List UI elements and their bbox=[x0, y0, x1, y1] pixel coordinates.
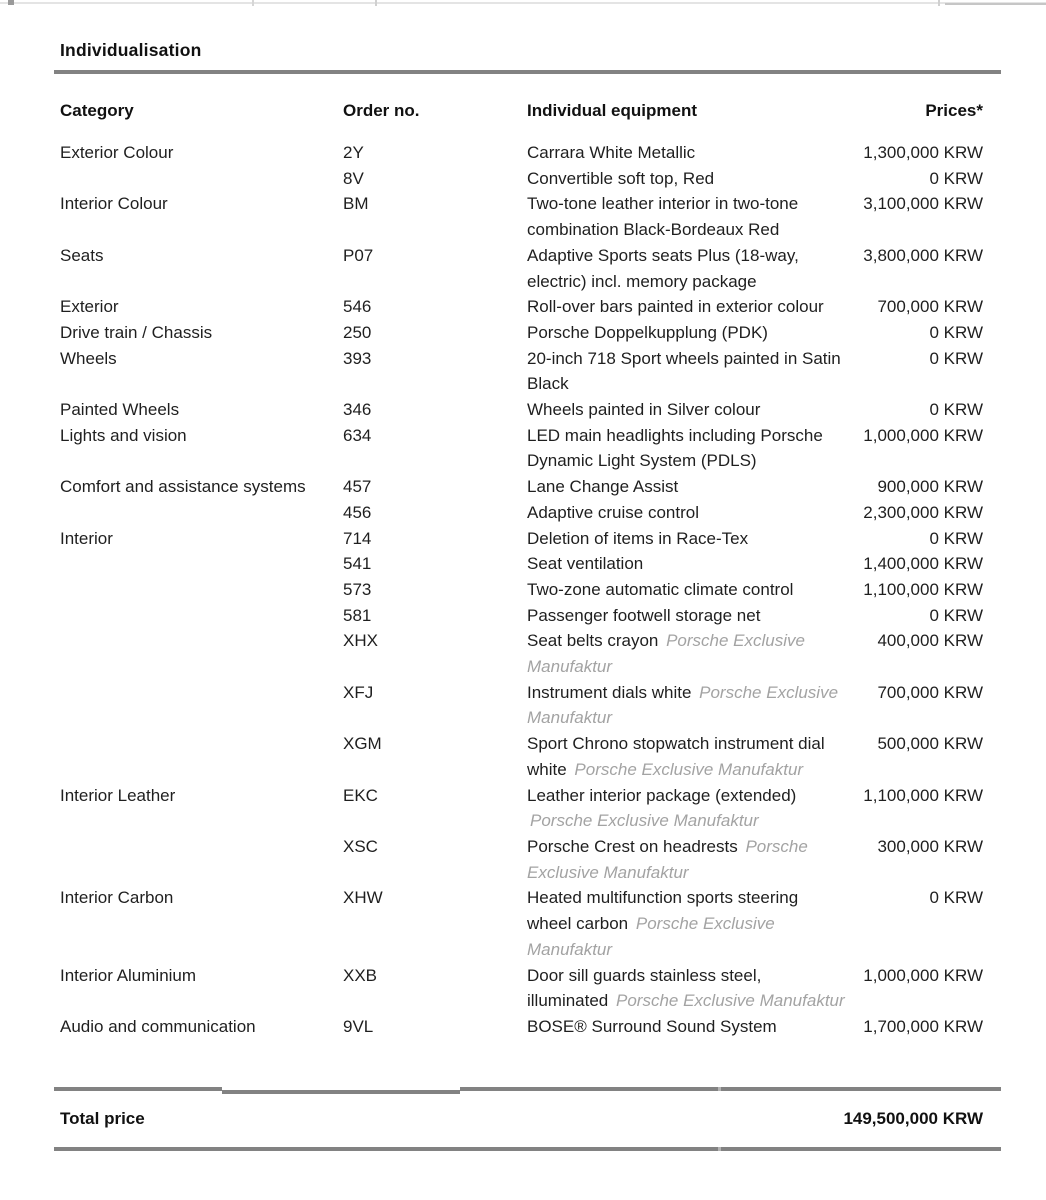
divider-segment bbox=[54, 1087, 222, 1091]
order-no-cell: 346 bbox=[343, 400, 372, 420]
table-row bbox=[60, 166, 983, 192]
category-cell: Interior Colour bbox=[60, 194, 168, 214]
window-edge-tick-b bbox=[375, 0, 377, 6]
window-edge-tick-left bbox=[8, 0, 14, 5]
price-cell: 400,000 KRW bbox=[877, 631, 983, 651]
price-cell: 3,800,000 KRW bbox=[863, 245, 983, 265]
price-cell: 0 KRW bbox=[929, 322, 983, 342]
price-cell: 1,100,000 KRW bbox=[863, 579, 983, 599]
equipment-cell bbox=[527, 577, 846, 603]
order-no-cell: XGM bbox=[343, 734, 382, 754]
divider-notch bbox=[718, 1147, 721, 1151]
equipment-cell bbox=[527, 526, 846, 552]
equipment-cell bbox=[527, 603, 846, 629]
table-row bbox=[60, 834, 983, 885]
table-row bbox=[60, 346, 983, 397]
equipment-text: LED main headlights including Porsche Dynamic Light System (PDLS) bbox=[527, 425, 823, 471]
equipment-text: Roll-over bars painted in exterior colour bbox=[527, 297, 824, 317]
equipment-text: Two-tone leather interior in two-tone combination Black-Bordeaux Red bbox=[527, 194, 799, 240]
table-row bbox=[60, 551, 983, 577]
window-edge-tick-c bbox=[938, 0, 940, 6]
equipment-cell bbox=[527, 680, 846, 731]
order-no-cell: 2Y bbox=[343, 143, 364, 162]
order-no-cell: P07 bbox=[343, 245, 374, 265]
order-no-cell: 714 bbox=[343, 528, 372, 548]
table-row bbox=[60, 140, 983, 166]
order-no-cell: 393 bbox=[343, 348, 372, 368]
price-cell: 2,300,000 KRW bbox=[863, 502, 983, 522]
table-row bbox=[60, 731, 983, 782]
equipment-cell bbox=[527, 397, 846, 423]
order-no-cell: 541 bbox=[343, 554, 372, 574]
price-cell: 300,000 KRW bbox=[877, 836, 983, 856]
price-cell: 1,700,000 KRW bbox=[863, 1016, 983, 1036]
equipment-cell bbox=[527, 963, 846, 1014]
equipment-cell bbox=[527, 1014, 846, 1040]
equipment-cell bbox=[527, 834, 846, 885]
equipment-cell bbox=[527, 320, 846, 346]
order-no-cell: XHW bbox=[343, 888, 383, 908]
total-top-divider bbox=[54, 1087, 1001, 1094]
category-cell: Audio and communication bbox=[60, 1016, 256, 1036]
table-row bbox=[60, 885, 983, 962]
total-row bbox=[60, 1106, 983, 1132]
order-no-cell: 573 bbox=[343, 579, 372, 599]
table-row bbox=[60, 628, 983, 679]
equipment-text: Sport Chrono stopwatch instrument dial white bbox=[527, 734, 825, 779]
table-row bbox=[60, 577, 983, 603]
price-cell: 1,000,000 KRW bbox=[863, 965, 983, 985]
equipment-text: Wheels painted in Silver colour bbox=[527, 400, 761, 420]
exclusive-manufaktur-note: Porsche Exclusive Manufaktur bbox=[616, 991, 845, 1011]
category-cell: Painted Wheels bbox=[60, 400, 180, 420]
table-row bbox=[60, 1014, 983, 1040]
equipment-cell bbox=[527, 628, 846, 679]
equipment-cell bbox=[527, 551, 846, 577]
equipment-text: Convertible soft top, Red bbox=[527, 168, 715, 188]
equipment-cell bbox=[527, 140, 846, 166]
category-cell bbox=[60, 577, 343, 603]
order-no-cell: 546 bbox=[343, 297, 372, 317]
table-row bbox=[60, 423, 983, 474]
category-cell bbox=[60, 603, 343, 629]
equipment-cell bbox=[527, 294, 846, 320]
order-no-cell: 456 bbox=[343, 502, 372, 522]
page-top-border bbox=[0, 2, 1046, 4]
table-row bbox=[60, 397, 983, 423]
exclusive-manufaktur-note: Porsche Exclusive Manufaktur bbox=[527, 631, 805, 677]
equipment-text: 20-inch 718 Sport wheels painted in Satin Black bbox=[527, 348, 841, 394]
equipment-cell bbox=[527, 783, 846, 834]
order-no-cell: XFJ bbox=[343, 682, 374, 702]
category-cell: Drive train / Chassis bbox=[60, 322, 213, 342]
equipment-text: Leather interior package (extended) bbox=[527, 785, 797, 805]
total-bottom-divider bbox=[54, 1147, 1001, 1151]
category-cell bbox=[60, 680, 343, 731]
total-value: 149,500,000 KRW bbox=[843, 1108, 983, 1128]
page-top-border-right-segment bbox=[945, 3, 1046, 5]
table-row bbox=[60, 963, 983, 1014]
category-cell: Seats bbox=[60, 245, 104, 265]
price-cell: 700,000 KRW bbox=[877, 682, 983, 702]
table-row bbox=[60, 603, 983, 629]
category-cell: Interior Leather bbox=[60, 785, 176, 805]
price-cell: 0 KRW bbox=[929, 400, 983, 420]
category-cell: Exterior bbox=[60, 297, 119, 317]
equipment-text: Heated multifunction sports steering wheel carbon bbox=[527, 888, 799, 934]
category-cell: Lights and vision bbox=[60, 425, 187, 445]
category-cell bbox=[60, 834, 343, 885]
equipment-text: Adaptive cruise control bbox=[527, 502, 699, 522]
equipment-text: Adaptive Sports seats Plus (18-way, electric) incl. memory package bbox=[527, 245, 799, 291]
price-cell: 1,300,000 KRW bbox=[863, 143, 983, 162]
category-cell: Interior bbox=[60, 528, 113, 548]
table-row bbox=[60, 783, 983, 834]
price-cell: 0 KRW bbox=[929, 168, 983, 188]
equipment-text: Porsche Doppelkupplung (PDK) bbox=[527, 322, 768, 342]
equipment-text: Seat belts crayon bbox=[527, 631, 659, 651]
header-category: Category bbox=[60, 101, 134, 120]
price-cell: 0 KRW bbox=[929, 888, 983, 908]
header-individual-equipment: Individual equipment bbox=[527, 101, 698, 120]
equipment-text: Seat ventilation bbox=[527, 554, 644, 574]
total-label: Total price bbox=[60, 1108, 145, 1128]
title-rule-divider bbox=[54, 70, 1001, 74]
equipment-text: Passenger footwell storage net bbox=[527, 605, 761, 625]
exclusive-manufaktur-note: Porsche Exclusive Manufaktur bbox=[527, 682, 839, 728]
table-row bbox=[60, 680, 983, 731]
order-no-cell: 9VL bbox=[343, 1016, 374, 1036]
equipment-cell bbox=[527, 885, 846, 962]
equipment-cell bbox=[527, 500, 846, 526]
table-row bbox=[60, 243, 983, 294]
equipment-cell bbox=[527, 346, 846, 397]
price-cell: 0 KRW bbox=[929, 528, 983, 548]
equipment-text: Two-zone automatic climate control bbox=[527, 579, 794, 599]
category-cell bbox=[60, 166, 343, 192]
exclusive-manufaktur-note: Porsche Exclusive Manufaktur bbox=[527, 914, 775, 959]
order-no-cell: XSC bbox=[343, 836, 378, 856]
category-cell: Comfort and assistance systems bbox=[60, 477, 306, 497]
order-no-cell: XHX bbox=[343, 631, 378, 651]
divider-segment bbox=[460, 1087, 1001, 1091]
equipment-text: Porsche Crest on headrests bbox=[527, 836, 738, 856]
equipment-cell bbox=[527, 166, 846, 192]
equipment-cell bbox=[527, 731, 846, 782]
order-no-cell: 250 bbox=[343, 322, 372, 342]
order-no-cell: 634 bbox=[343, 425, 372, 445]
category-cell: Interior Carbon bbox=[60, 888, 174, 908]
divider-segment bbox=[222, 1090, 460, 1094]
order-no-cell: 581 bbox=[343, 605, 372, 625]
table-row bbox=[60, 191, 983, 242]
equipment-cell bbox=[527, 423, 846, 474]
price-cell: 1,400,000 KRW bbox=[863, 554, 983, 574]
individualisation-table bbox=[60, 98, 983, 1040]
category-cell bbox=[60, 551, 343, 577]
table-row bbox=[60, 294, 983, 320]
table-row bbox=[60, 474, 983, 500]
category-cell: Interior Aluminium bbox=[60, 965, 197, 985]
page-title: Individualisation bbox=[60, 40, 202, 60]
equipment-text: Door sill guards stainless steel, illuminated bbox=[527, 965, 762, 1011]
table-row bbox=[60, 500, 983, 526]
price-cell: 900,000 KRW bbox=[877, 477, 983, 497]
price-cell: 0 KRW bbox=[929, 605, 983, 625]
divider-notch bbox=[718, 1087, 721, 1091]
category-cell bbox=[60, 731, 343, 782]
price-cell: 3,100,000 KRW bbox=[863, 194, 983, 214]
order-no-cell: EKC bbox=[343, 785, 378, 805]
equipment-cell bbox=[527, 474, 846, 500]
price-cell: 1,000,000 KRW bbox=[863, 425, 983, 445]
price-cell: 500,000 KRW bbox=[877, 734, 983, 754]
equipment-text: Deletion of items in Race-Tex bbox=[527, 528, 749, 548]
table-body bbox=[60, 140, 983, 1040]
equipment-text: Carrara White Metallic bbox=[527, 143, 696, 162]
exclusive-manufaktur-note: Porsche Exclusive Manufaktur bbox=[530, 811, 759, 831]
equipment-cell bbox=[527, 243, 846, 294]
exclusive-manufaktur-note: Porsche Exclusive Manufaktur bbox=[574, 759, 804, 779]
order-no-cell: 457 bbox=[343, 477, 372, 497]
price-cell: 1,100,000 KRW bbox=[863, 785, 983, 805]
category-cell bbox=[60, 628, 343, 679]
price-cell: 700,000 KRW bbox=[877, 297, 983, 317]
price-cell: 0 KRW bbox=[929, 348, 983, 368]
order-no-cell: XXB bbox=[343, 965, 378, 985]
table-row bbox=[60, 526, 983, 552]
exclusive-manufaktur-note: Porsche Exclusive Manufaktur bbox=[527, 836, 808, 882]
category-cell bbox=[60, 500, 343, 526]
category-cell: Exterior Colour bbox=[60, 143, 174, 162]
table-header bbox=[60, 98, 983, 140]
order-no-cell: 8V bbox=[343, 168, 364, 188]
window-edge-tick-a bbox=[252, 0, 254, 6]
equipment-text: Lane Change Assist bbox=[527, 477, 679, 497]
order-no-cell: BM bbox=[343, 194, 369, 214]
category-cell: Wheels bbox=[60, 348, 117, 368]
header-prices: Prices* bbox=[925, 101, 983, 120]
header-order-no: Order no. bbox=[343, 101, 420, 120]
table-row bbox=[60, 320, 983, 346]
equipment-text: BOSE® Surround Sound System bbox=[527, 1016, 777, 1036]
equipment-cell bbox=[527, 191, 846, 242]
equipment-text: Instrument dials white bbox=[527, 682, 692, 702]
